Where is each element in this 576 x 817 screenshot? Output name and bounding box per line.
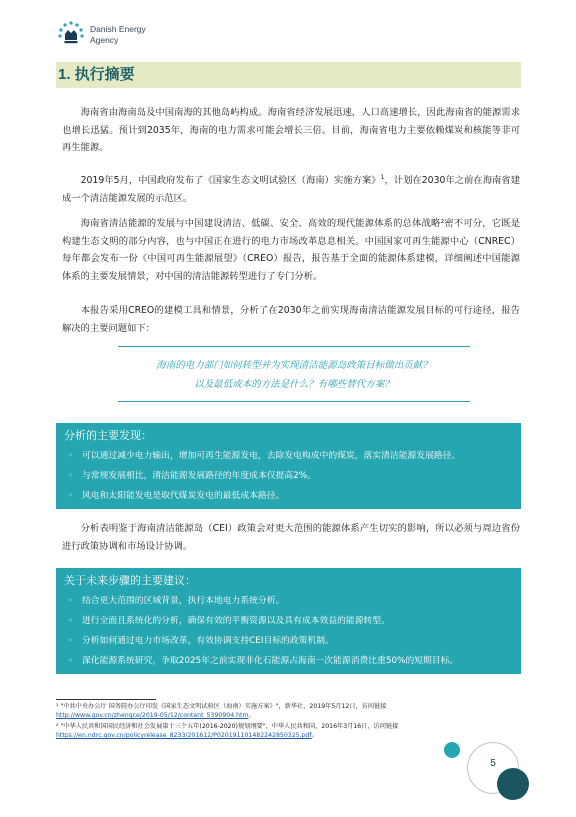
recommendation-text: 深化能源系统研究，争取2025年之前实现非化石能源占海南一次能源消费比重50%的短期目标。 bbox=[82, 656, 459, 666]
quote-top-rule bbox=[118, 346, 470, 347]
footnote-1-link[interactable]: http://www.gov.cn/zhengce/2019-05/12/content_5390904.htm bbox=[56, 712, 249, 719]
footnote-2 bbox=[56, 722, 521, 740]
finding-text: 与常规发展相比，清洁能源发展路径的年度成本仅提高2%。 bbox=[82, 471, 316, 481]
recommendations-box bbox=[56, 568, 521, 674]
bullet-icon: ◦ bbox=[68, 616, 73, 625]
bullet-icon: ◦ bbox=[68, 656, 73, 665]
list-item bbox=[56, 631, 521, 651]
bullet-icon: ◦ bbox=[68, 596, 73, 605]
paragraph-policy-text-a: 2019年5月，中国政府发布了《国家生态文明试验区（海南）实施方案》 bbox=[80, 175, 381, 186]
agency-logo bbox=[56, 20, 196, 54]
list-item bbox=[56, 591, 521, 611]
findings-list bbox=[56, 446, 521, 506]
bullet-icon: ◦ bbox=[68, 636, 73, 645]
section-title: 1. 执行摘要 bbox=[56, 62, 521, 88]
bullet-icon: ◦ bbox=[68, 471, 73, 480]
recommendations-title: 关于未来步骤的主要建议： bbox=[64, 574, 196, 587]
bullet-icon: ◦ bbox=[68, 491, 73, 500]
list-item bbox=[56, 466, 521, 486]
footnote-2-end: 。 bbox=[311, 732, 318, 739]
paragraph-policy bbox=[62, 172, 520, 207]
footnote-2-text: ² "中华人民共和国国民经济和社会发展第十三个五年(2016-2020)规划纲要"，中华人民共和国，2016年3月16日，访问链接 bbox=[56, 723, 399, 730]
paragraph-scope: 本报告采用CREO的建模工具和情景，分析了在2030年之前实现海南清洁能源发展目标的可行途径，报告解决的主要问题如下： bbox=[62, 305, 520, 334]
footnote-divider bbox=[56, 699, 156, 700]
footnote-1-text: ¹ "中共中央办公厅 国务院办公厅印发《国家生态文明试验区（海南）实施方案》"，新华社，2019年5月12日，访问链接 bbox=[56, 703, 387, 710]
recommendation-text: 进行全面且系统化的分析，确保有效的平衡资源以及具有成本效益的能源转型。 bbox=[82, 616, 390, 626]
bullet-icon: ◦ bbox=[68, 451, 73, 460]
recommendation-text: 分析如何通过电力市场改革，有效协调支持CEI目标的政策机制。 bbox=[82, 636, 334, 646]
quote-line-1: 海南的电力部门如何转型并为实现清洁能源岛政策目标做出贡献？ bbox=[156, 360, 432, 371]
footnote-1 bbox=[56, 702, 521, 720]
paragraph-policy-text-b: ，计划在2030年之前在海南省建成一个清洁能源发展的示范区。 bbox=[62, 175, 520, 204]
recommendations-list bbox=[56, 591, 521, 671]
paragraph-strategy: 海南省清洁能源的发展与中国建设清洁、低碳、安全、高效的现代能源体系的总体战略²密不可分，它既是构建生态文明的部分内容，也与中国正在进行的电力市场改革息息相关。中国国家可再生能源中心（CNREC）每年都会发布一份《中国可再生能源展望》（CREO）报告，报告基于全面的能源体系建模，详细阐述中国能源体系的主要发展情景，对中国的清洁能源转型进行了专门分析。 bbox=[62, 218, 520, 282]
findings-title: 分析的主要发现： bbox=[64, 429, 152, 442]
paragraph-intro: 海南省由海南岛及中国南海的其他岛屿构成。海南省经济发展迅速，人口高速增长，因此海南省的能源需求也增长迅猛。预计到2035年，海南的电力需求可能会增长三倍。目前，海南省电力主要依赖煤炭和核能等非可再生能源。 bbox=[62, 107, 520, 153]
list-item bbox=[56, 486, 521, 506]
logo-line-2: Agency bbox=[90, 35, 119, 45]
footnote-1-link-row bbox=[56, 711, 521, 720]
finding-text: 可以通过减少电力输出，增加可再生能源发电，去除发电构成中的煤炭，落实清洁能源发展路径。 bbox=[82, 451, 461, 461]
list-item bbox=[56, 446, 521, 466]
logo-text bbox=[90, 24, 146, 46]
quote-line-2: 以及最低成本的方法是什么？有哪些替代方案？ bbox=[194, 379, 394, 390]
list-item bbox=[56, 611, 521, 631]
findings-box bbox=[56, 423, 521, 509]
recommendation-text: 结合更大范围的区域背景，执行本地电力系统分析。 bbox=[82, 596, 285, 606]
crown-logo-icon bbox=[56, 20, 86, 50]
decorative-small-circle bbox=[444, 742, 460, 758]
footnote-1-end: 。 bbox=[248, 712, 255, 719]
quote-bottom-rule bbox=[118, 401, 470, 402]
footnote-ref-1: 1 bbox=[380, 173, 385, 181]
decorative-dark-circle bbox=[497, 768, 529, 800]
footnote-2-link-row bbox=[56, 731, 521, 740]
page-number: 5 bbox=[490, 758, 496, 769]
key-question-quote bbox=[118, 356, 470, 394]
paragraph-analysis: 分析表明鉴于海南清洁能源岛（CEI）政策会对更大范围的能源体系产生切实的影响，所以必须与周边省份进行政策协调和市场设计协调。 bbox=[62, 523, 520, 552]
list-item bbox=[56, 651, 521, 671]
footnote-2-link[interactable]: https://en.ndrc.gov.cn/policyrelease_8233/201612/P020191101482242850325.pdf bbox=[56, 732, 312, 739]
logo-line-1: Danish Energy bbox=[90, 24, 146, 34]
finding-text: 风电和太阳能发电是取代煤炭发电的最低成本路径。 bbox=[82, 491, 285, 501]
